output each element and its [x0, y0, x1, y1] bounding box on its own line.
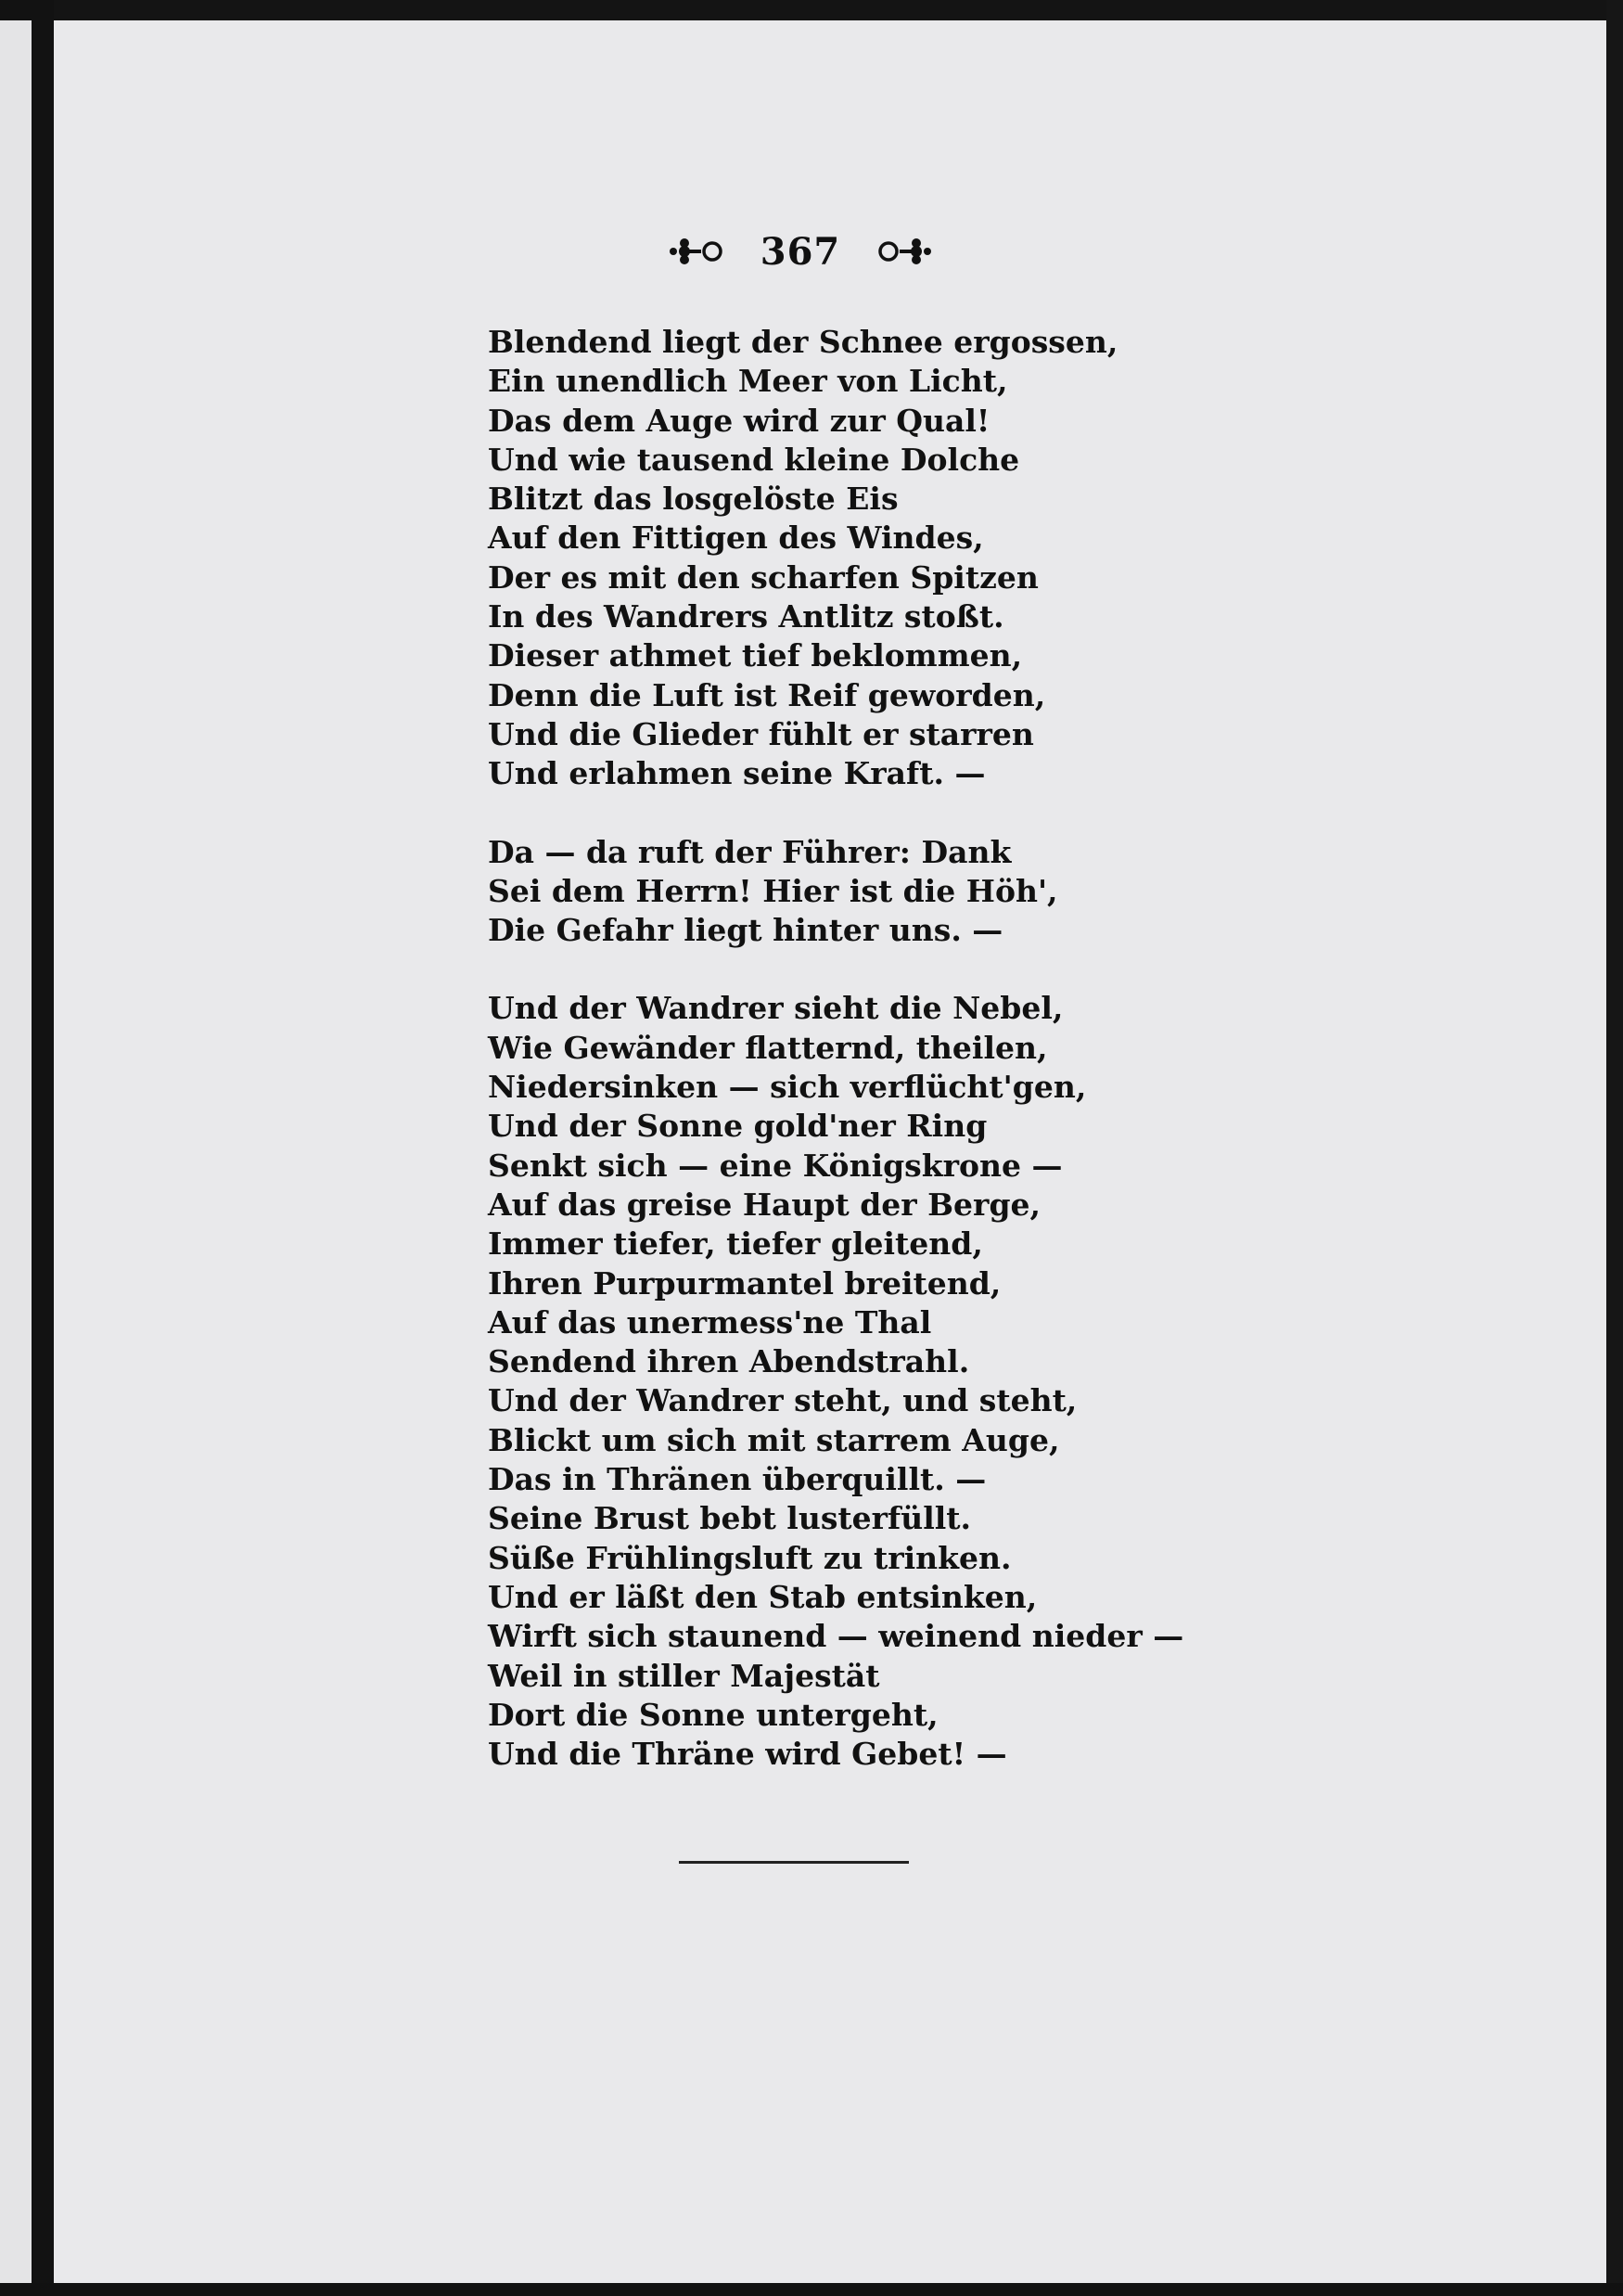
poem-line: In des Wandrers Antlitz stoßt.	[488, 598, 1004, 635]
book-page	[54, 20, 1606, 2283]
poem-line: Blendend liegt der Schnee ergossen,	[488, 324, 1118, 360]
poem-line: Der es mit den scharfen Spitzen	[488, 558, 1039, 596]
poem-line: Und er läßt den Stab entsinken,	[488, 1578, 1038, 1615]
poem-line: Senkt sich — eine Königskrone —	[488, 1147, 1063, 1184]
poem-line: Denn die Luft ist Reif geworden,	[488, 676, 1046, 713]
poem-line: Sei dem Herrn! Hier ist die Höh',	[488, 872, 1058, 909]
stanza-2	[488, 833, 1248, 951]
page-number: 367	[760, 229, 841, 274]
poem-line: Und die Glieder fühlt er starren	[488, 715, 1034, 752]
poem-line: Die Gefahr liegt hinter uns. —	[488, 912, 1003, 949]
poem-line: Weil in stiller Majestät	[488, 1657, 880, 1694]
poem-line: Auf das greise Haupt der Berge,	[488, 1186, 1041, 1223]
poem-line: Blickt um sich mit starrem Auge,	[488, 1421, 1060, 1458]
poem-line: Sendend ihren Abendstrahl.	[488, 1343, 970, 1380]
poem-line: Ein unendlich Meer von Licht,	[488, 363, 1008, 400]
poem-line: Und der Wandrer sieht die Nebel,	[488, 990, 1064, 1027]
poem-body	[488, 323, 1248, 1774]
poem-line: Dieser athmet tief beklommen,	[488, 637, 1023, 674]
fleuron-right-icon	[872, 233, 937, 270]
poem-line: Auf den Fittigen des Windes,	[488, 519, 984, 557]
poem-line: Das dem Auge wird zur Qual!	[488, 402, 990, 439]
stanza-3	[488, 989, 1248, 1774]
scan-border-top	[0, 0, 1623, 20]
poem-line: Süße Frühlingsluft zu trinken.	[488, 1539, 1012, 1576]
end-of-poem-rule	[679, 1861, 909, 1864]
poem-line: Blitzt das losgelöste Eis	[488, 481, 899, 518]
poem-line: Da — da ruft der Führer: Dank	[488, 833, 1012, 870]
poem-line: Niedersinken — sich verflücht'gen,	[488, 1069, 1087, 1106]
poem-line: Und erlahmen seine Kraft. —	[488, 755, 986, 792]
poem-line: Seine Brust bebt lusterfüllt.	[488, 1500, 972, 1537]
poem-line: Ihren Purpurmantel breitend,	[488, 1264, 1002, 1302]
poem-line: Und der Sonne gold'ner Ring	[488, 1108, 988, 1145]
page-header	[647, 219, 953, 284]
poem-line: Und der Wandrer steht, und steht,	[488, 1382, 1078, 1419]
poem-line: Und die Thräne wird Gebet! —	[488, 1736, 1007, 1773]
facing-page-edge	[0, 20, 32, 2284]
poem-line: Wie Gewänder flatternd, theilen,	[488, 1029, 1048, 1066]
poem-line: Und wie tausend kleine Dolche	[488, 441, 1020, 478]
fleuron-left-icon	[664, 233, 729, 270]
scan-border-bottom	[0, 2283, 1623, 2296]
stanza-1	[488, 323, 1248, 794]
poem-line: Immer tiefer, tiefer gleitend,	[488, 1225, 983, 1263]
poem-line: Dort die Sonne untergeht,	[488, 1696, 939, 1733]
poem-line: Wirft sich staunend — weinend nieder —	[488, 1618, 1184, 1655]
scan-border-right	[1606, 0, 1623, 2296]
poem-line: Das in Thränen überquillt. —	[488, 1461, 987, 1498]
poem-line: Auf das unermess'ne Thal	[488, 1303, 932, 1340]
